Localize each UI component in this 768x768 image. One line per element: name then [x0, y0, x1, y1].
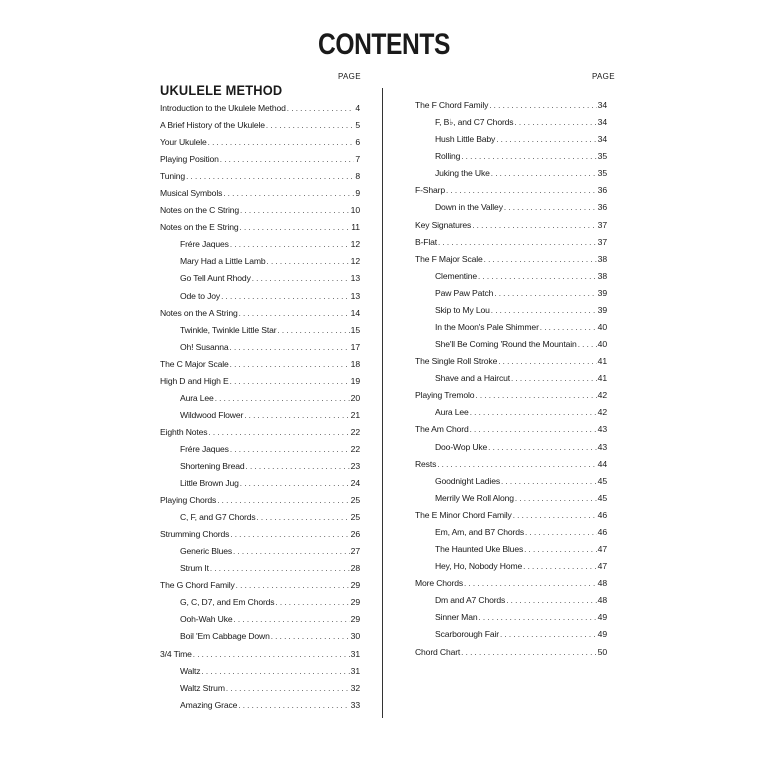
dot-leader: [215, 392, 350, 406]
toc-page-number: 22: [350, 443, 360, 454]
toc-entry: [160, 578, 360, 592]
toc-page-number: 25: [350, 495, 360, 506]
toc-page-number: 41: [597, 356, 607, 367]
toc-page-number: 20: [350, 392, 360, 403]
toc-page-number: 13: [350, 290, 360, 301]
toc-subentry: [415, 491, 607, 505]
section-heading: UKULELE METHOD: [160, 83, 283, 98]
toc-entry-title: Dm and A7 Chords: [435, 595, 506, 606]
page-column-label-right: PAGE: [592, 72, 615, 81]
toc-entry-title: B-Flat: [415, 236, 438, 247]
toc-entry-title: Go Tell Aunt Rhody: [180, 273, 251, 284]
toc-entry-title: Key Signatures: [415, 219, 472, 230]
dot-leader: [240, 204, 350, 218]
toc-entry-title: Aura Lee: [180, 392, 214, 403]
dot-leader: [506, 594, 596, 608]
toc-page-number: 14: [350, 307, 360, 318]
toc-entry-title: Ode to Joy: [180, 290, 221, 301]
toc-subentry: [415, 166, 607, 180]
dot-leader: [501, 475, 597, 489]
toc-entry-title: Introduction to the Ukulele Method: [160, 103, 286, 113]
toc-entry-title: Sinner Man: [435, 612, 478, 623]
dot-leader: [186, 170, 354, 184]
toc-page-number: 32: [350, 682, 360, 693]
dot-leader: [496, 133, 596, 147]
toc-entry-title: The F Major Scale: [415, 253, 483, 264]
toc-subentry: [160, 442, 360, 456]
toc-page-number: 48: [597, 595, 607, 606]
dot-leader: [470, 406, 597, 420]
toc-entry-title: Notes on the A String: [160, 307, 238, 318]
toc-subentry: [415, 371, 607, 385]
toc-subentry: [415, 286, 607, 300]
toc-page-number: 46: [597, 526, 607, 537]
toc-page-number: 12: [350, 256, 360, 267]
dot-leader: [239, 307, 350, 321]
toc-entry-title: G, C, D7, and Em Chords: [180, 597, 275, 608]
dot-leader: [287, 102, 355, 116]
toc-page-number: 29: [350, 597, 360, 608]
dot-leader: [201, 665, 349, 679]
toc-page-number: 49: [597, 629, 607, 640]
toc-page-number: 39: [597, 304, 607, 315]
toc-subentry: [160, 340, 360, 354]
toc-subentry: [160, 237, 360, 251]
toc-entry-title: Frére Jaques: [180, 239, 229, 250]
dot-leader: [230, 238, 350, 252]
dot-leader: [266, 119, 354, 133]
toc-entry-title: Little Brown Jug: [180, 478, 239, 489]
toc-entry-title: Boil 'Em Cabbage Down: [180, 631, 270, 642]
dot-leader: [478, 611, 596, 625]
toc-entry-title: 3/4 Time: [160, 648, 192, 659]
toc-subentry: [415, 337, 607, 351]
dot-leader: [494, 287, 596, 301]
toc-page-number: 13: [350, 273, 360, 284]
dot-leader: [240, 477, 350, 491]
toc-subentry: [415, 320, 607, 334]
toc-page-number: 10: [350, 205, 360, 216]
toc-entry-title: The F Chord Family: [415, 100, 489, 110]
toc-entry-title: In the Moon's Pale Shimmer: [435, 322, 539, 333]
toc-entry-title: Strum It: [180, 563, 209, 574]
toc-page-number: 29: [350, 580, 360, 591]
toc-subentry: [160, 459, 360, 473]
toc-entry: [415, 98, 607, 112]
toc-page-number: 9: [355, 188, 360, 199]
toc-page-number: 24: [350, 478, 360, 489]
dot-leader: [252, 272, 350, 286]
toc-entry-title: Shortening Bread: [180, 460, 245, 471]
toc-subentry: [160, 595, 360, 609]
toc-entry: [160, 169, 360, 183]
toc-entry-title: A Brief History of the Ukulele: [160, 120, 265, 131]
toc-entry: [160, 118, 360, 132]
toc-page-number: 8: [355, 171, 360, 182]
toc-entry: [160, 101, 360, 115]
toc-entry-title: Playing Chords: [160, 495, 217, 506]
column-divider: [382, 88, 383, 718]
toc-page-number: 6: [355, 137, 360, 148]
toc-entry-title: F, B♭, and C7 Chords: [435, 117, 514, 128]
toc-entry-title: High D and High E: [160, 375, 229, 386]
dot-leader: [240, 221, 351, 235]
toc-entry: [415, 218, 607, 232]
toc-subentry: [415, 200, 607, 214]
toc-page-number: 34: [597, 134, 607, 145]
toc-entry-title: More Chords: [415, 578, 464, 589]
dot-leader: [223, 187, 354, 201]
toc-subentry: [415, 405, 607, 419]
toc-entry-title: F-Sharp: [415, 185, 445, 196]
dot-leader: [230, 375, 350, 389]
toc-entry-title: The Haunted Uke Blues: [435, 544, 524, 555]
dot-leader: [233, 545, 350, 559]
dot-leader: [475, 389, 596, 403]
toc-page-number: 25: [350, 512, 360, 523]
dot-leader: [230, 443, 350, 457]
toc-page-number: 22: [350, 426, 360, 437]
toc-page-number: 35: [597, 151, 607, 162]
toc-entry: [415, 235, 607, 249]
toc-page-number: 34: [597, 100, 607, 110]
toc-page-number: 37: [597, 219, 607, 230]
toc-subentry: [160, 408, 360, 422]
dot-leader: [277, 324, 349, 338]
toc-subentry: [160, 510, 360, 524]
page-title: CONTENTS: [317, 28, 451, 61]
toc-entry-title: Paw Paw Patch: [435, 287, 494, 298]
toc-page-number: 31: [350, 648, 360, 659]
toc-page-number: 15: [350, 324, 360, 335]
toc-subentry: [160, 561, 360, 575]
toc-entry-title: She'll Be Coming 'Round the Mountain: [435, 339, 577, 350]
toc-page-number: 43: [597, 441, 607, 452]
dot-leader: [271, 630, 350, 644]
toc-entry: [415, 183, 607, 197]
dot-leader: [470, 423, 597, 437]
toc-page-number: 39: [597, 287, 607, 298]
toc-entry-title: Amazing Grace: [180, 699, 238, 710]
toc-entry-title: Shave and a Haircut: [435, 373, 511, 384]
dot-leader: [217, 494, 349, 508]
toc-entry: [415, 645, 607, 659]
toc-entry: [160, 357, 360, 371]
dot-leader: [193, 648, 350, 662]
toc-page-number: 35: [597, 168, 607, 179]
toc-page-number: 41: [597, 373, 607, 384]
toc-entry-title: Tuning: [160, 171, 186, 182]
toc-entry-title: The G Chord Family: [160, 580, 235, 591]
toc-page-number: 47: [597, 544, 607, 555]
toc-page-number: 36: [597, 185, 607, 196]
dot-leader: [525, 526, 597, 540]
toc-entry: [160, 186, 360, 200]
toc-page-number: 46: [597, 509, 607, 520]
toc-page-number: 40: [597, 322, 607, 333]
toc-page-number: 23: [350, 460, 360, 471]
toc-subentry: [160, 681, 360, 695]
toc-page-number: 11: [351, 222, 360, 233]
toc-page-number: 43: [597, 424, 607, 435]
toc-page-number: 19: [350, 375, 360, 386]
toc-page-number: 17: [350, 341, 360, 352]
toc-entry-title: Wildwood Flower: [180, 409, 244, 420]
dot-leader: [511, 372, 597, 386]
toc-subentry: [160, 612, 360, 626]
toc-page-number: 38: [597, 253, 607, 264]
dot-leader: [578, 338, 597, 352]
toc-entry: [160, 493, 360, 507]
toc-page-number: 44: [597, 458, 607, 469]
toc-entry-title: Oh! Susanna: [180, 341, 229, 352]
toc-page-number: 28: [350, 563, 360, 574]
toc-page-number: 50: [597, 646, 607, 657]
dot-leader: [267, 255, 350, 269]
toc-subentry: [415, 474, 607, 488]
dot-leader: [498, 355, 596, 369]
toc-subentry: [160, 391, 360, 405]
dot-leader: [437, 458, 596, 472]
dot-leader: [491, 167, 597, 181]
toc-entry-title: Skip to My Lou: [435, 304, 490, 315]
toc-entry-title: Strumming Chords: [160, 529, 230, 540]
toc-entry-title: Musical Symbols: [160, 188, 223, 199]
dot-leader: [472, 219, 596, 233]
toc-entry: [160, 425, 360, 439]
toc-page-number: 7: [355, 154, 360, 165]
toc-entry-title: Clementine: [435, 270, 477, 281]
toc-page-number: 40: [597, 339, 607, 350]
toc-page-number: 36: [597, 202, 607, 213]
toc-entry-title: The C Major Scale: [160, 358, 229, 369]
toc-entry-title: Chord Chart: [415, 646, 461, 657]
toc-subentry: [160, 629, 360, 643]
toc-entry-title: Playing Tremolo: [415, 390, 475, 401]
toc-subentry: [415, 440, 607, 454]
toc-page-number: 27: [350, 546, 360, 557]
toc-entry-title: Scarborough Fair: [435, 629, 499, 640]
toc-entry-title: Hush Little Baby: [435, 134, 496, 145]
dot-leader: [524, 543, 597, 557]
toc-subentry: [415, 269, 607, 283]
dot-leader: [275, 596, 349, 610]
toc-entry-title: Aura Lee: [435, 407, 469, 418]
dot-leader: [208, 426, 349, 440]
dot-leader: [461, 646, 596, 660]
toc-entry-title: Hey, Ho, Nobody Home: [435, 561, 523, 572]
toc-entry: [415, 354, 607, 368]
dot-leader: [210, 562, 350, 576]
toc-page-number: 34: [597, 117, 607, 128]
toc-page-number: 31: [350, 665, 360, 676]
toc-entry: [415, 576, 607, 590]
toc-page-number: 37: [597, 236, 607, 247]
dot-leader: [230, 358, 350, 372]
dot-leader: [256, 511, 349, 525]
toc-page-number: 5: [355, 120, 360, 131]
toc-left-column: [160, 101, 360, 715]
dot-leader: [464, 577, 597, 591]
toc-entry: [415, 252, 607, 266]
toc-subentry: [415, 559, 607, 573]
toc-entry-title: Frére Jaques: [180, 443, 229, 454]
toc-entry: [415, 388, 607, 402]
toc-subentry: [415, 132, 607, 146]
toc-page-number: 48: [597, 578, 607, 589]
toc-page-number: 47: [597, 561, 607, 572]
toc-page-number: 42: [597, 407, 607, 418]
toc-page-number: 4: [355, 103, 360, 113]
toc-entry-title: Playing Position: [160, 154, 219, 165]
toc-entry-title: Notes on the C String: [160, 205, 240, 216]
dot-leader: [233, 613, 349, 627]
page-column-label-left: PAGE: [338, 72, 361, 81]
toc-entry: [160, 135, 360, 149]
dot-leader: [226, 682, 350, 696]
dot-leader: [514, 116, 596, 130]
toc-entry-title: Generic Blues: [180, 546, 233, 557]
toc-entry-title: The Am Chord: [415, 424, 469, 435]
toc-entry-title: Goodnight Ladies: [435, 475, 500, 486]
toc-entry-title: Rolling: [435, 151, 461, 162]
toc-page-number: 30: [350, 631, 360, 642]
toc-page-number: 26: [350, 529, 360, 540]
toc-page-number: 33: [350, 699, 360, 710]
toc-entry-title: Rests: [415, 458, 437, 469]
toc-subentry: [415, 542, 607, 556]
dot-leader: [208, 136, 355, 150]
toc-entry-title: Your Ukulele: [160, 137, 207, 148]
toc-subentry: [160, 544, 360, 558]
dot-leader: [540, 321, 597, 335]
toc-entry: [160, 203, 360, 217]
toc-entry-title: C, F, and G7 Chords: [180, 512, 256, 523]
dot-leader: [220, 153, 355, 167]
toc-subentry: [415, 610, 607, 624]
toc-subentry: [415, 525, 607, 539]
toc-entry-title: Down in the Valley: [435, 202, 503, 213]
dot-leader: [523, 560, 597, 574]
toc-page-number: 12: [350, 239, 360, 250]
dot-leader: [230, 528, 349, 542]
toc-subentry: [415, 115, 607, 129]
dot-leader: [221, 290, 350, 304]
toc-subentry: [415, 593, 607, 607]
toc-entry: [415, 508, 607, 522]
toc-entry-title: Juking the Uke: [435, 168, 490, 179]
toc-page-number: 42: [597, 390, 607, 401]
toc-subentry: [160, 271, 360, 285]
toc-page-number: 45: [597, 492, 607, 503]
toc-entry: [160, 306, 360, 320]
toc-entry: [160, 220, 360, 234]
toc-entry-title: Eighth Notes: [160, 426, 208, 437]
toc-entry-title: Mary Had a Little Lamb: [180, 256, 266, 267]
dot-leader: [446, 184, 597, 198]
toc-entry: [415, 422, 607, 436]
toc-page-number: 29: [350, 614, 360, 625]
toc-entry: [160, 527, 360, 541]
toc-entry: [160, 374, 360, 388]
toc-entry-title: Waltz Strum: [180, 682, 225, 693]
toc-entry: [160, 152, 360, 166]
dot-leader: [484, 253, 597, 267]
toc-entry-title: Merrily We Roll Along: [435, 492, 514, 503]
toc-page-number: 18: [350, 358, 360, 369]
dot-leader: [438, 236, 597, 250]
dot-leader: [230, 341, 350, 355]
dot-leader: [489, 99, 596, 113]
toc-entry-title: Em, Am, and B7 Chords: [435, 526, 525, 537]
toc-page-number: 38: [597, 270, 607, 281]
toc-subentry: [160, 254, 360, 268]
dot-leader: [504, 201, 597, 215]
toc-entry-title: Ooh-Wah Uke: [180, 614, 233, 625]
dot-leader: [246, 460, 350, 474]
toc-right-column: [415, 98, 607, 662]
toc-page-number: 45: [597, 475, 607, 486]
toc-entry: [415, 457, 607, 471]
dot-leader: [236, 579, 350, 593]
toc-subentry: [415, 627, 607, 641]
toc-entry: [160, 647, 360, 661]
dot-leader: [238, 699, 349, 713]
toc-subentry: [160, 476, 360, 490]
dot-leader: [515, 492, 597, 506]
dot-leader: [500, 628, 597, 642]
dot-leader: [461, 150, 596, 164]
dot-leader: [488, 441, 596, 455]
toc-subentry: [415, 149, 607, 163]
toc-entry-title: Notes on the E String: [160, 222, 239, 233]
toc-entry-title: The E Minor Chord Family: [415, 509, 512, 520]
dot-leader: [491, 304, 597, 318]
toc-entry-title: Twinkle, Twinkle Little Star: [180, 324, 277, 335]
toc-page-number: 49: [597, 612, 607, 623]
toc-subentry: [160, 289, 360, 303]
toc-entry-title: Waltz: [180, 665, 201, 676]
dot-leader: [513, 509, 597, 523]
toc-subentry: [160, 323, 360, 337]
dot-leader: [478, 270, 597, 284]
toc-page-number: 21: [350, 409, 360, 420]
toc-entry-title: The Single Roll Stroke: [415, 356, 498, 367]
dot-leader: [244, 409, 349, 423]
toc-subentry: [415, 303, 607, 317]
toc-subentry: [160, 664, 360, 678]
toc-entry-title: Doo-Wop Uke: [435, 441, 488, 452]
toc-subentry: [160, 698, 360, 712]
